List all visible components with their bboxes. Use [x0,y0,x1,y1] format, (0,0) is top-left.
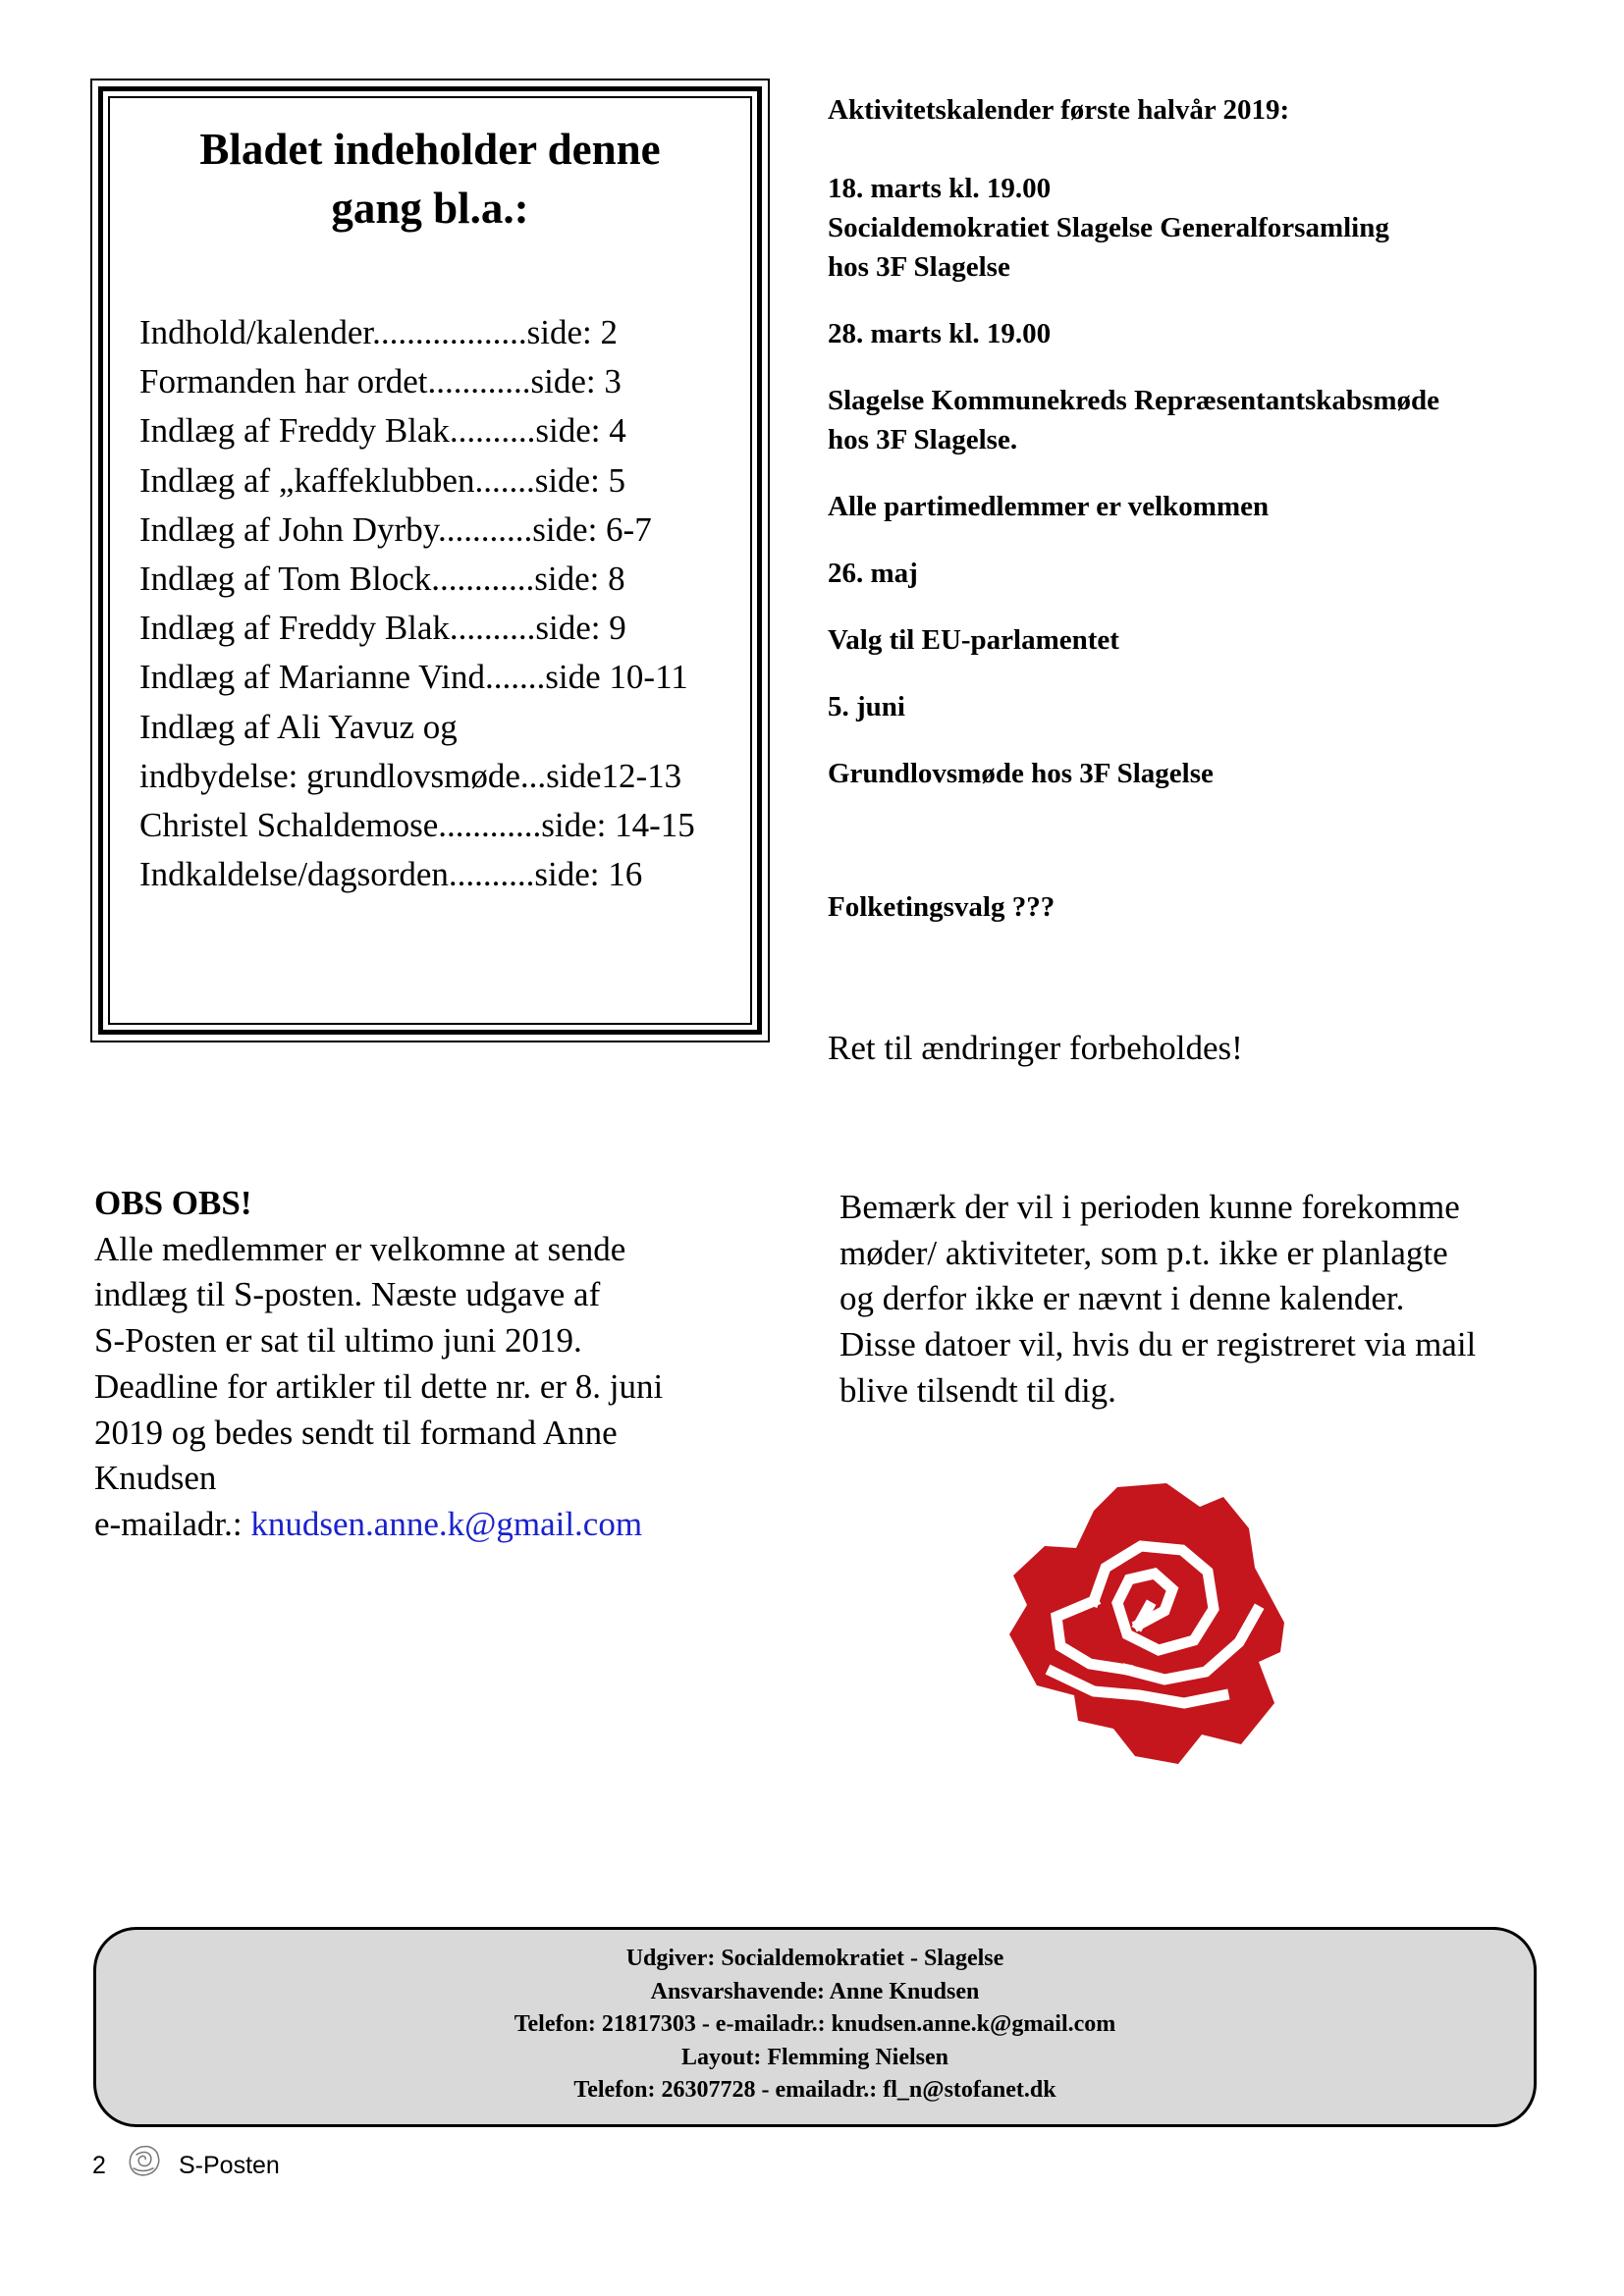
contents-item: Indkaldelse/dagsorden..........side: 16 [139,855,643,894]
obs-line: 2019 og bedes sendt til formand Anne [94,1413,618,1452]
contents-item: Indlæg af Freddy Blak..........side: 9 [139,609,626,648]
rose-logo-icon [992,1477,1296,1772]
page-number: 2 [92,2152,106,2179]
email-label: e-mailadr.: [94,1504,251,1543]
calendar-note [839,1185,1586,1415]
rose-outline-icon [126,2143,163,2180]
contents-title-line-2: gang bl.a.: [331,184,529,233]
calendar-disclaimer: Ret til ændringer forbeholdes! [828,1029,1243,1067]
contents-item: Indlæg af Freddy Blak..........side: 4 [139,411,626,451]
rose-shape [1009,1483,1284,1764]
event-date: 26. maj [828,558,918,589]
obs-line: Deadline for artikler til dette nr. er 8. juni [94,1366,664,1406]
publisher-line: Ansvarshavende: Anne Knudsen [650,1978,980,2004]
event-title: Slagelse Kommunekreds Repræsentantskabsmøde [828,385,1440,416]
contents-item: Indlæg af Marianne Vind.......side 10-11 [139,658,688,697]
contents-item: Christel Schaldemose............side: 14-15 [139,806,695,845]
event-title: Socialdemokratiet Slagelse Generalforsamling [828,212,1389,243]
obs-line: Knudsen [94,1459,217,1498]
event-date: 18. marts kl. 19.00 [828,173,1052,204]
contents-item: Indlæg af John Dyrby...........side: 6-7 [139,509,652,549]
obs-line: S-Posten er sat til ultimo juni 2019. [94,1321,582,1361]
event-date: 5. juni [828,691,905,722]
publisher-line: Telefon: 26307728 - emailadr.: fl_n@stofanet.dk [573,2077,1056,2103]
event-place: hos 3F Slagelse [828,251,1010,283]
note-line: og derfor ikke er nævnt i denne kalender. [839,1279,1405,1318]
contents-item: Indhold/kalender..................side: 2 [139,313,619,351]
obs-email-row [94,1502,762,1548]
obs-notice [94,1181,762,1548]
note-line: blive tilsendt til dig. [839,1370,1116,1410]
publication-name: S-Posten [179,2152,280,2179]
obs-line: indlæg til S-posten. Næste udgave af [94,1275,601,1314]
note-line: møder/ aktiviteter, som p.t. ikke er planlagte [839,1233,1448,1272]
contents-item: Indlæg af „kaffeklubben.......side: 5 [139,460,626,500]
event-title: Folketingsvalg ??? [828,891,1056,923]
event-date: 28. marts kl. 19.00 [828,318,1052,349]
contents-title [92,120,768,238]
obs-line: Alle medlemmer er velkomne at sende [94,1229,626,1268]
email-link[interactable]: knudsen.anne.k@gmail.com [250,1504,643,1543]
publisher-line: Telefon: 21817303 - e-mailadr.: knudsen.anne.k@gmail.com [514,2011,1116,2037]
publisher-line: Udgiver: Socialdemokratiet - Slagelse [625,1946,1004,1971]
contents-list [139,308,758,899]
event-place: hos 3F Slagelse. [828,424,1018,455]
contents-box [90,79,770,1042]
calendar-heading: Aktivitetskalender første halvår 2019: [828,94,1290,126]
note-line: Bemærk der vil i perioden kunne forekomme [839,1188,1460,1226]
contents-item: Indlæg af Tom Block............side: 8 [139,560,625,599]
contents-title-line-1: Bladet indeholder denne [199,125,661,174]
contents-item: indbydelse: grundlovsmøde...side12-13 [139,756,682,795]
note-line: Disse datoer vil, hvis du er registreret via mail [839,1325,1477,1364]
contents-item: Formanden har ordet............side: 3 [139,362,622,401]
obs-heading: OBS OBS! [94,1184,252,1222]
event-title: Valg til EU-parlamentet [828,624,1119,656]
publisher-line: Layout: Flemming Nielsen [681,2044,948,2070]
publisher-info-box [93,1927,1537,2127]
contents-item: Indlæg af Ali Yavuz og [139,707,458,746]
event-title: Grundlovsmøde hos 3F Slagelse [828,758,1214,789]
event-note: Alle partimedlemmer er velkommen [828,491,1270,522]
